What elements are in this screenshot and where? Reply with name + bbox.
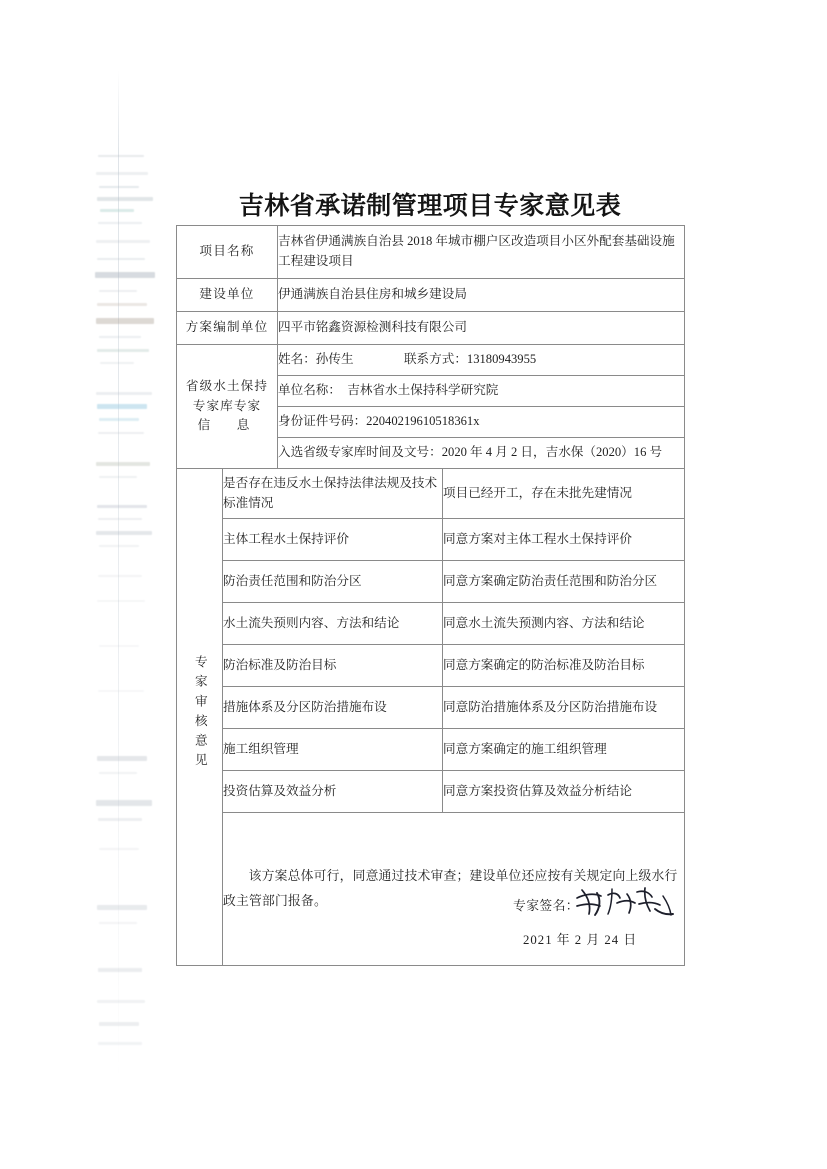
review-answer: 同意方案确定的防治标准及防治目标	[443, 645, 685, 687]
review-question: 措施体系及分区防治措施布设	[223, 687, 443, 729]
conclusion-cell	[223, 813, 685, 966]
review-question: 是否存在违反水土保持法律法规及技术标准情况	[223, 469, 443, 519]
review-answer: 同意方案对主体工程水土保持评价	[443, 519, 685, 561]
table-row-expert-name-contact	[177, 345, 685, 376]
review-vertical-label-text: 专家审核意见	[192, 654, 207, 773]
row-value-construction-unit: 伊通满族自治县住房和城乡建设局	[278, 279, 685, 312]
row-value-plan-unit: 四平市铭鑫资源检测科技有限公司	[278, 312, 685, 345]
row-value-project-name: 吉林省伊通满族自治县 2018 年城市棚户区改造项目小区外配套基础设施工程建设项目	[278, 226, 685, 279]
signature-label: 专家签名：	[513, 899, 579, 913]
row-label-plan-unit: 方案编制单位	[177, 312, 278, 345]
review-answer: 同意方案确定防治责任范围和防治分区	[443, 561, 685, 603]
review-row-8	[177, 771, 685, 813]
review-answer: 项目已经开工，存在未批先建情况	[443, 469, 685, 519]
table-row-project-name	[177, 226, 685, 279]
row-label-construction-unit: 建设单位	[177, 279, 278, 312]
row-label-project-name: 项目名称	[177, 226, 278, 279]
review-answer: 同意水土流失预测内容、方法和结论	[443, 603, 685, 645]
review-row-4	[177, 603, 685, 645]
review-row-1	[177, 469, 685, 519]
review-question: 主体工程水土保持评价	[223, 519, 443, 561]
review-question: 防治责任范围和防治分区	[223, 561, 443, 603]
expert-name-contact: 姓名：孙传生 联系方式：13180943955	[278, 345, 685, 376]
table-row-construction-unit	[177, 279, 685, 312]
review-question: 施工组织管理	[223, 729, 443, 771]
expert-info-label-line3: 信 息	[197, 418, 257, 433]
review-answer: 同意方案确定的施工组织管理	[443, 729, 685, 771]
expert-opinion-form	[176, 225, 685, 966]
table-row-plan-unit	[177, 312, 685, 345]
review-row-5	[177, 645, 685, 687]
expert-id-number: 身份证件号码：22040219610518361x	[278, 407, 685, 438]
handwritten-signature-icon	[575, 887, 679, 919]
review-row-conclusion	[177, 813, 685, 966]
expert-info-label-line2: 专家库专家	[192, 398, 262, 413]
expert-enrollment-doc: 入选省级专家库时间及文号：2020 年 4 月 2 日，吉水保（2020）16 号	[278, 438, 685, 469]
review-question: 投资估算及效益分析	[223, 771, 443, 813]
review-question: 防治标准及防治目标	[223, 645, 443, 687]
expert-info-label-line1: 省级水土保持	[185, 379, 269, 394]
conclusion-text: 该方案总体可行，同意通过技术审查；建设单位还应按有关规定向上级水行政主管部门报备。	[223, 869, 678, 908]
review-answer: 同意防治措施体系及分区防治措施布设	[443, 687, 685, 729]
review-row-2	[177, 519, 685, 561]
expert-organization: 单位名称： 吉林省水土保持科学研究院	[278, 376, 685, 407]
review-row-7	[177, 729, 685, 771]
review-row-3	[177, 561, 685, 603]
review-row-6	[177, 687, 685, 729]
row-label-expert-info	[177, 345, 278, 469]
signature-date: 2021 年 2 月 24 日	[523, 933, 638, 947]
review-answer: 同意方案投资估算及效益分析结论	[443, 771, 685, 813]
review-question: 水土流失预则内容、方法和结论	[223, 603, 443, 645]
review-vertical-label	[177, 469, 223, 966]
page-title: 吉林省承诺制管理项目专家意见表	[238, 193, 622, 220]
